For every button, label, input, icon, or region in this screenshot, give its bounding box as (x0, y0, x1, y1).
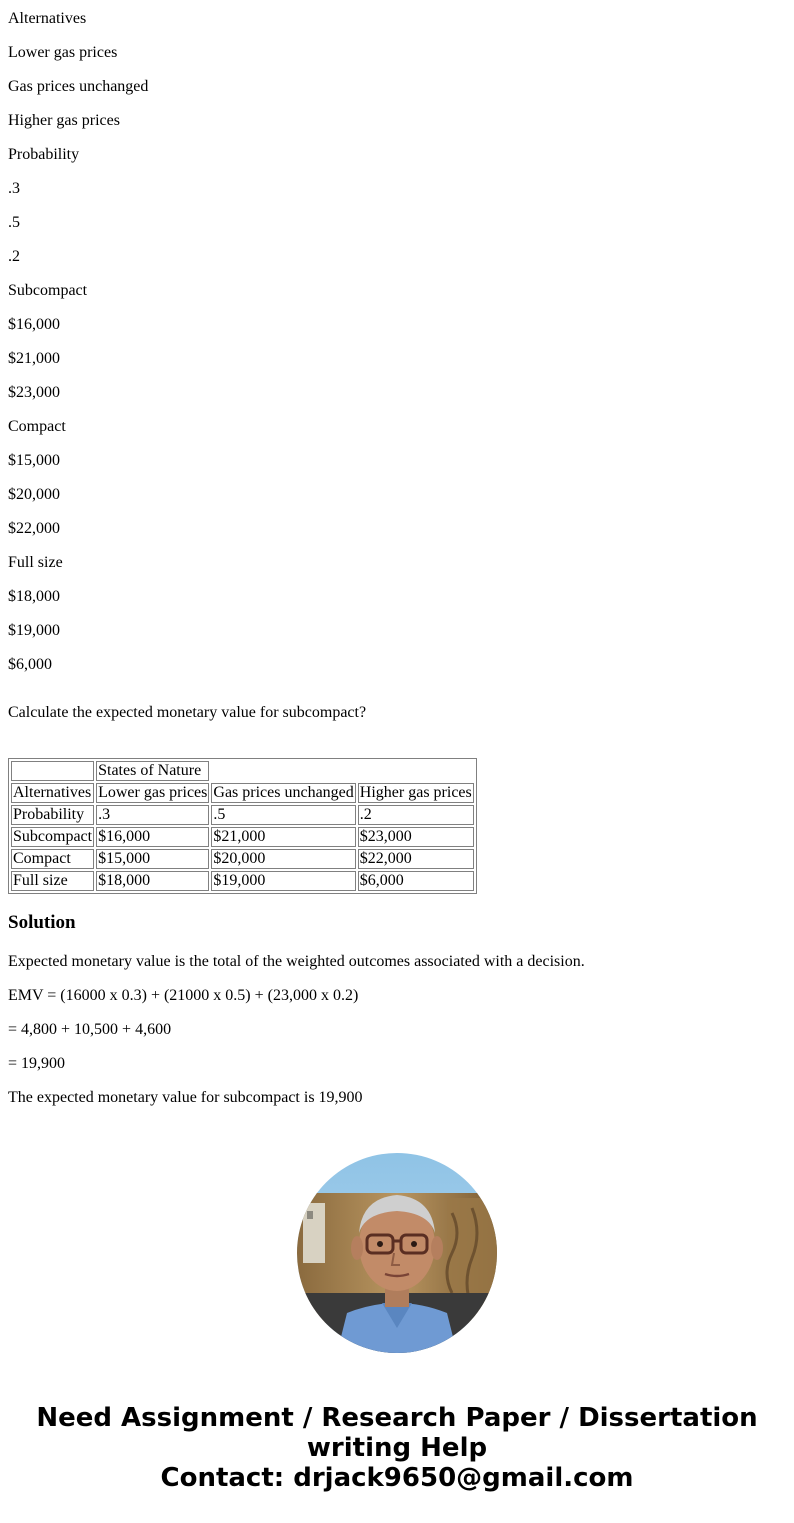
table-cell: $15,000 (96, 849, 209, 869)
problem-text (8, 0, 786, 738)
list-item: .5 (8, 214, 20, 231)
table-cell: Alternatives (11, 783, 94, 803)
question-text: Calculate the expected monetary value for subcompact? (8, 704, 367, 721)
table-cell: Gas prices unchanged (213, 784, 354, 801)
table-cell: .5 (211, 805, 355, 825)
list-item: Compact (8, 418, 66, 435)
table-cell: $21,000 (211, 827, 355, 847)
solution-line: EMV = (16000 x 0.3) + (21000 x 0.5) + (23,000 x 0.2) (8, 987, 359, 1004)
table-cell: $6,000 (358, 871, 474, 891)
list-item: .3 (8, 180, 20, 197)
author-photo-illustration (297, 1153, 497, 1353)
table-cell: Full size (11, 871, 94, 891)
list-item: $20,000 (8, 486, 60, 503)
table-cell: $22,000 (358, 849, 474, 869)
table-cell: States of Nature (96, 761, 209, 781)
table-cell: Lower gas prices (98, 784, 208, 801)
list-item: $23,000 (8, 384, 60, 401)
list-item: Probability (8, 146, 80, 163)
list-item: Full size (8, 554, 63, 571)
promo-contact: Contact: drjack9650@gmail.com (160, 1463, 634, 1493)
table-row (11, 783, 474, 803)
table-row (11, 871, 474, 891)
table-cell: $19,000 (211, 871, 355, 891)
list-item: $21,000 (8, 350, 60, 367)
table-cell: Compact (11, 849, 94, 869)
list-item: $6,000 (8, 656, 52, 673)
solution-line: Expected monetary value is the total of the weighted outcomes associated with a decision. (8, 953, 585, 970)
list-item: .2 (8, 248, 20, 265)
author-avatar (297, 1153, 497, 1353)
list-item: $19,000 (8, 622, 60, 639)
table-row (11, 849, 474, 869)
list-item: $22,000 (8, 520, 60, 537)
table-row (11, 805, 474, 825)
table-cell: Subcompact (13, 828, 93, 845)
table-row (11, 827, 474, 847)
list-item: Higher gas prices (8, 112, 120, 129)
table-cell: $23,000 (358, 827, 474, 847)
table-row (11, 761, 474, 781)
table-cell: $20,000 (211, 849, 355, 869)
list-item: $16,000 (8, 316, 60, 333)
solution-line: = 4,800 + 10,500 + 4,600 (8, 1021, 172, 1038)
table-cell: Probability (11, 805, 94, 825)
list-item: Subcompact (8, 282, 88, 299)
table-cell: .3 (96, 805, 209, 825)
table-cell: Higher gas prices (359, 784, 472, 801)
promo-line: writing Help (306, 1433, 488, 1463)
table-cell: $18,000 (96, 871, 209, 891)
table-cell: .2 (358, 805, 474, 825)
list-item: $15,000 (8, 452, 60, 469)
payoff-table (8, 758, 477, 894)
solution-line: The expected monetary value for subcompact is 19,900 (8, 1089, 363, 1106)
list-item: $18,000 (8, 588, 60, 605)
list-item: Lower gas prices (8, 44, 118, 61)
list-item: Gas prices unchanged (8, 78, 149, 95)
solution-heading: Solution (8, 912, 76, 933)
solution-line: = 19,900 (8, 1055, 66, 1072)
table-cell: $16,000 (96, 827, 209, 847)
list-item: Alternatives (8, 10, 87, 27)
promo-banner (0, 1403, 794, 1493)
table-cell (11, 761, 94, 781)
promo-line: Need Assignment / Research Paper / Dissertation (36, 1403, 758, 1433)
